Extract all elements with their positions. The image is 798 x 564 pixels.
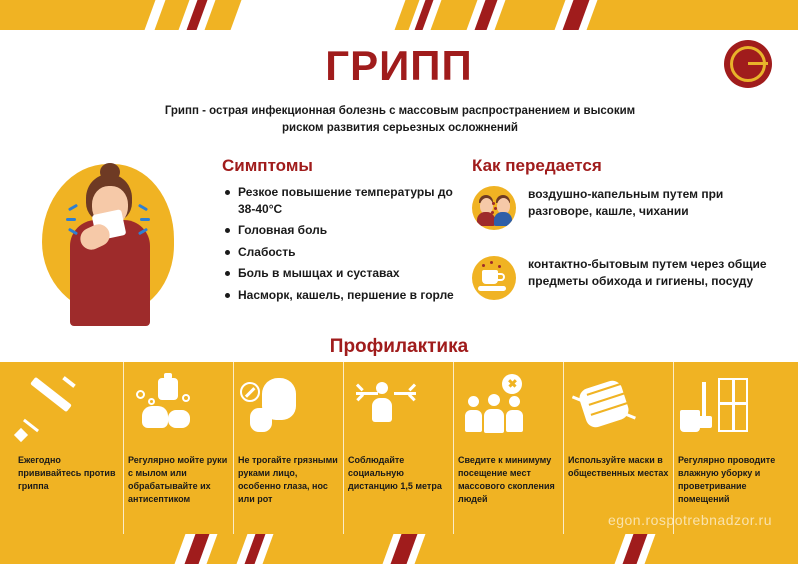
prevention-text: Не трогайте грязными руками лицо, особенно глаза, нос или рот (238, 455, 338, 504)
prevention-item-avoid-crowds (454, 362, 564, 534)
prevention-heading-wrap (0, 336, 798, 358)
prevention-item-no-touch-face (234, 362, 344, 534)
list-item: Резкое повышение температуры до 38-40°C (238, 184, 464, 217)
prevention-heading: Профилактика (329, 336, 469, 357)
list-item: Насморк, кашель, першение в горле (238, 287, 464, 304)
sneezing-woman-illustration (34, 160, 194, 330)
transmission-text: воздушно-капельным путем при разговоре, кашле, чихании (528, 187, 724, 218)
prevention-text: Сведите к минимуму посещение мест массового скопления людей (458, 455, 555, 504)
page-title: ГРИПП (325, 42, 473, 89)
watermark: egon.rospotrebnadzor.ru (607, 512, 772, 528)
talking-coughing-icon (472, 186, 516, 230)
prevention-text: Регулярно проводите влажную уборку и проветривание помещений (678, 455, 776, 504)
list-item: Головная боль (238, 222, 464, 239)
prevention-item-face-mask (564, 362, 674, 534)
sneeze-spark-icon (66, 218, 76, 221)
page-subtitle: Грипп - острая инфекционная болезнь с массовым распространением и высоким риском развития серьезных осложнений (164, 105, 636, 134)
transmission-text: контактно-бытовым путем через общие предметы обихода и гигиены, посуду (528, 257, 767, 288)
no-touch-face-icon (238, 372, 340, 448)
prevention-item-wash-hands (124, 362, 234, 534)
top-decorative-band (0, 0, 798, 30)
list-item: Боль в мышцах и суставах (238, 265, 464, 282)
symptoms-list (222, 184, 464, 308)
transmission-heading: Как передается (472, 156, 602, 175)
cleaning-ventilation-icon (678, 372, 780, 448)
shared-dishes-icon (472, 256, 516, 300)
prevention-text: Соблюдайте социальную дистанцию 1,5 метра (348, 455, 442, 491)
symptoms-heading: Симптомы (222, 156, 313, 175)
face-mask-icon (568, 372, 670, 448)
social-distance-icon (348, 372, 450, 448)
wash-hands-icon (128, 372, 230, 448)
prevention-text: Используйте маски в общественных местах (568, 455, 669, 478)
prevention-text: Ежегодно прививайтесь против гриппа (18, 455, 116, 491)
prevention-text: Регулярно мойте руки с мылом или обрабатывайте их антисептиком (128, 455, 228, 504)
illustration-hair-bun (100, 163, 120, 181)
avoid-crowds-icon (458, 372, 560, 448)
bottom-decorative-band (0, 534, 798, 564)
prevention-item-social-distance (344, 362, 454, 534)
prevention-item-vaccination (14, 362, 124, 534)
sneeze-spark-icon (140, 218, 150, 221)
prevention-item-cleaning (674, 362, 784, 534)
syringe-icon (18, 372, 120, 448)
list-item: Слабость (238, 244, 464, 261)
prevention-grid (0, 362, 798, 534)
